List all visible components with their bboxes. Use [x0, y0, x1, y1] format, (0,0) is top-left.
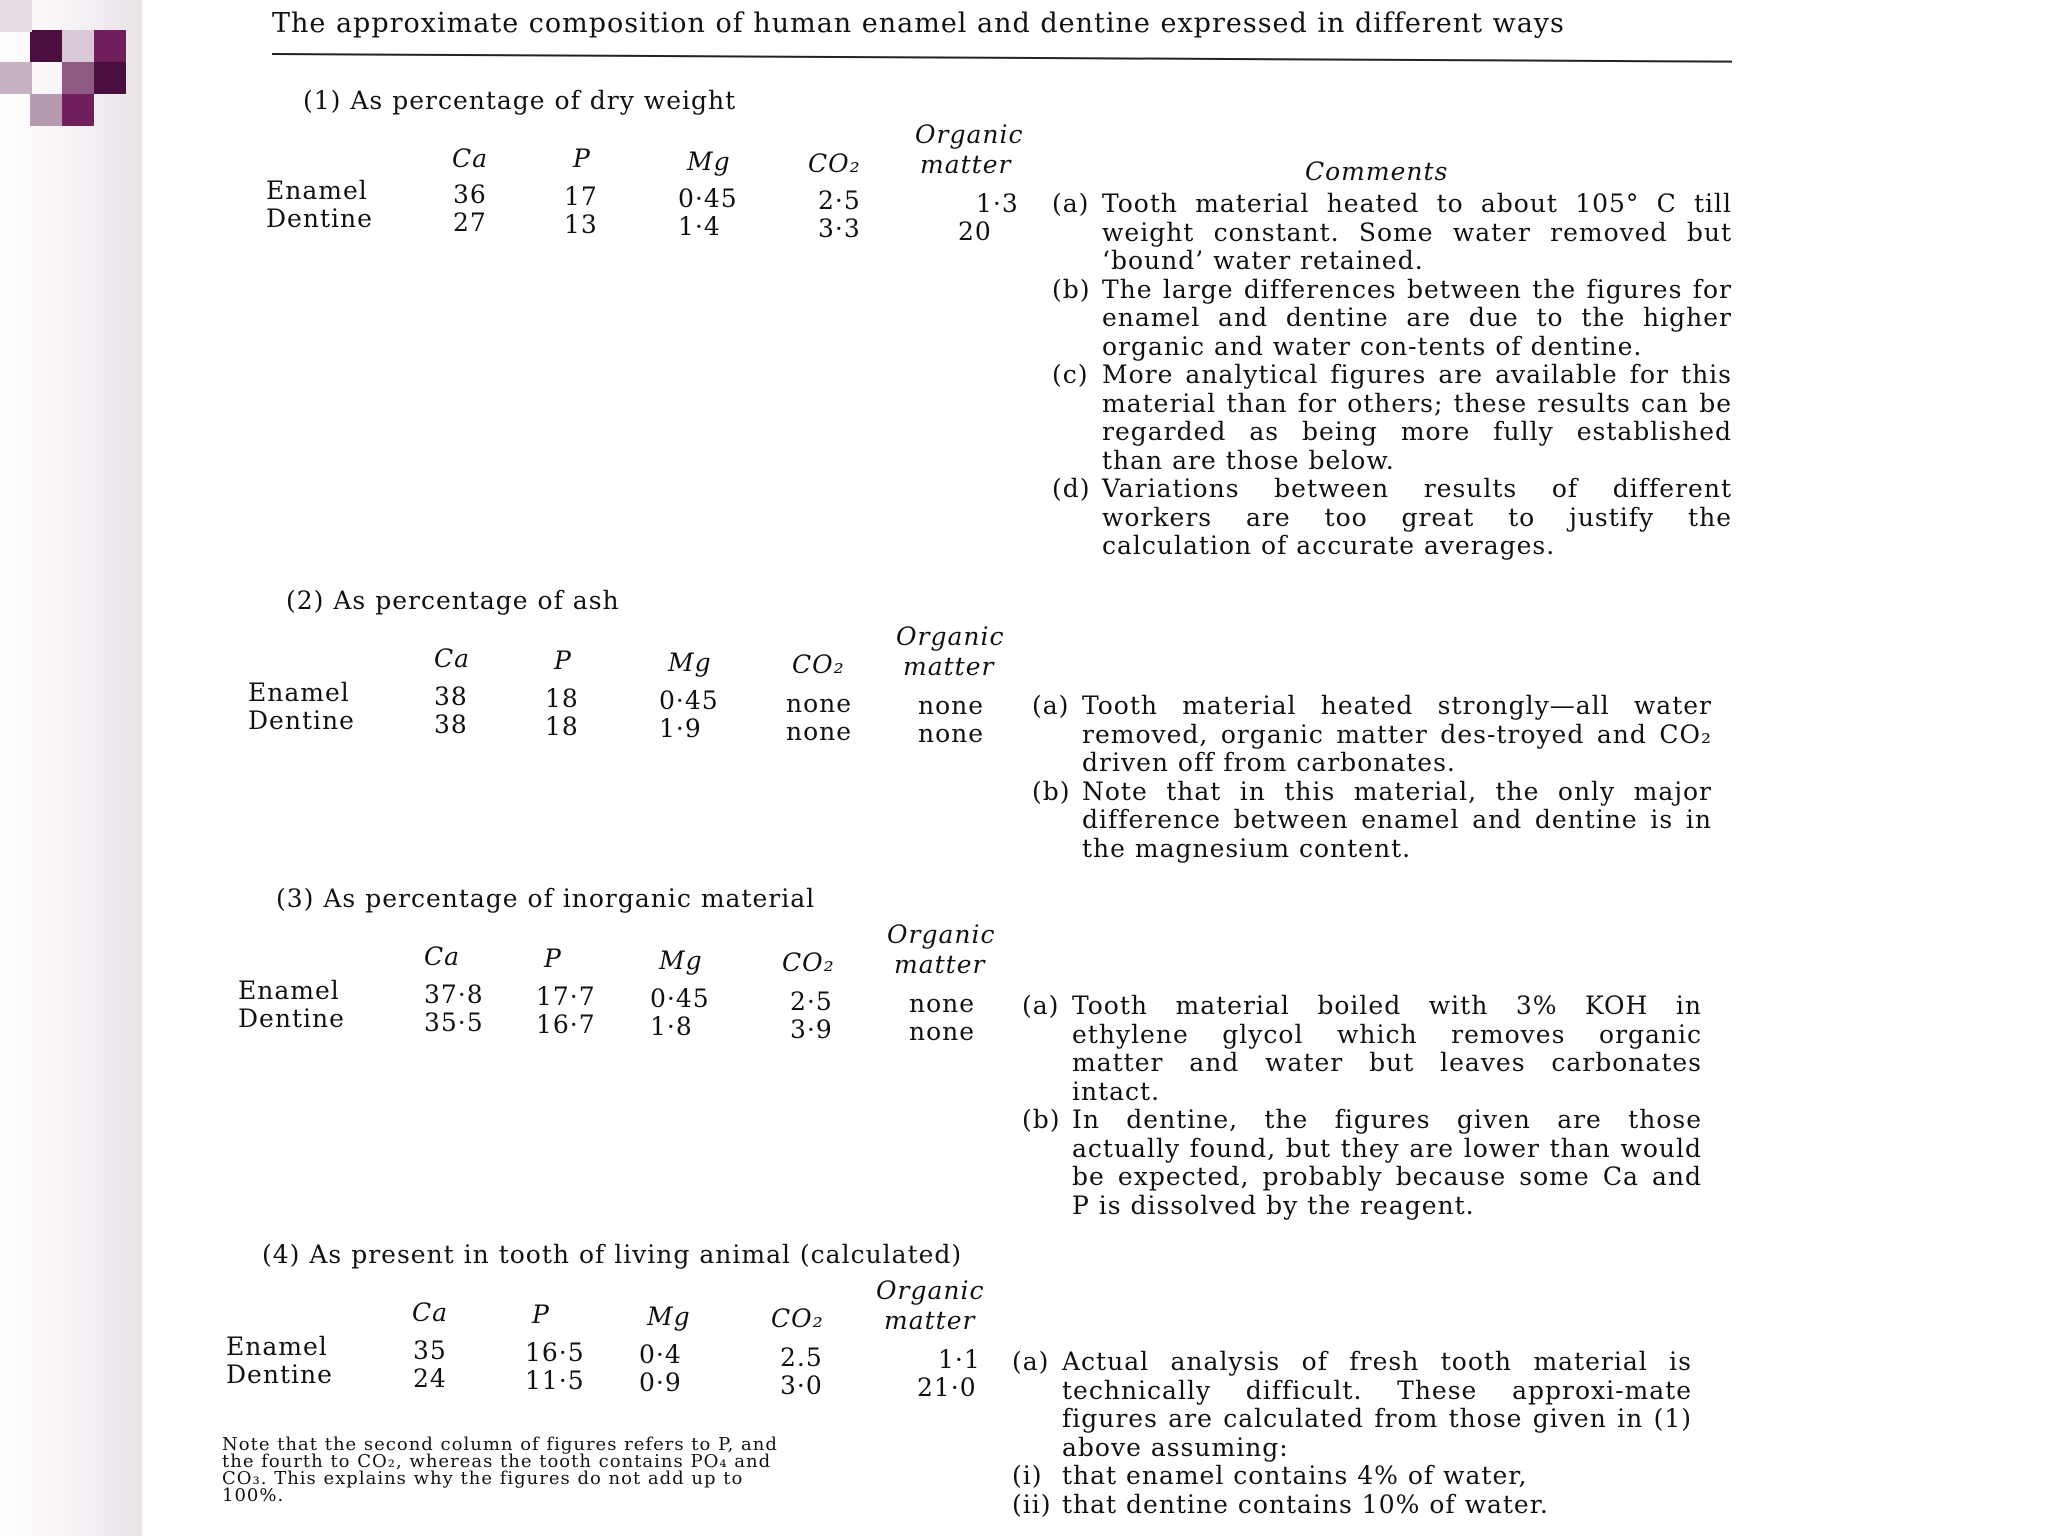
cell-p: 16·5: [525, 1338, 585, 1367]
comment-label: (d): [1052, 474, 1091, 503]
col-header-co2: CO₂: [782, 948, 835, 977]
comment-label: (b): [1032, 776, 1071, 806]
cell-co2: none: [786, 717, 853, 746]
subitem-text: that dentine contains 10% of water.: [1062, 1489, 1549, 1519]
col-header-matter: matter: [903, 652, 995, 681]
table-title: The approximate composition of human enamel and dentine expressed in different ways: [272, 8, 1565, 39]
col-header-organic: Organic: [887, 920, 996, 949]
cell-mg: 0·45: [659, 686, 719, 715]
row-label: Dentine: [226, 1360, 333, 1389]
section-title: (3) As percentage of inorganic material: [276, 884, 816, 913]
col-header-matter: matter: [920, 150, 1012, 179]
decor-square: [30, 30, 62, 62]
decor-square: [62, 62, 94, 94]
cell-mg: 0·9: [639, 1368, 682, 1397]
comment-label: (b): [1022, 1105, 1061, 1134]
cell-co2: 2·5: [818, 186, 861, 215]
cell-co2: 3·9: [790, 1015, 833, 1044]
cell-organic: 1·3: [976, 189, 1019, 218]
col-header-p: P: [544, 944, 562, 973]
section-title: (2) As percentage of ash: [286, 586, 620, 615]
row-label: Dentine: [248, 706, 355, 735]
cell-organic: 1·1: [938, 1345, 981, 1374]
row-label: Enamel: [248, 678, 350, 707]
comment-item: [1012, 1348, 1692, 1462]
cell-co2: 3·3: [818, 214, 861, 243]
comment-label: (a): [1022, 991, 1060, 1020]
comment-item: [1052, 475, 1732, 561]
comment-text: In dentine, the figures given are those actually found, but they are lower than would be expected, probably because some Ca and P is dissolved by the reagent.: [1072, 1105, 1702, 1220]
cell-p: 18: [545, 712, 579, 741]
subitem-label: (i): [1012, 1461, 1043, 1490]
comment-text: Tooth material heated strongly—all water removed, organic matter des-troyed and CO₂ driven off from carbonates.: [1082, 691, 1712, 777]
comment-text: Tooth material boiled with 3% KOH in ethylene glycol which removes organic matter and water but leaves carbonates intact.: [1072, 991, 1702, 1106]
decor-square: [0, 0, 32, 32]
cell-ca: 38: [434, 682, 468, 711]
comments-block: [1022, 992, 1702, 1220]
decor-gradient-band: [0, 0, 142, 1536]
comment-label: (c): [1052, 360, 1089, 389]
cell-organic: none: [909, 989, 976, 1018]
col-header-mg: Mg: [687, 147, 731, 176]
comment-subitem: [1012, 1491, 1692, 1520]
comments-block: [1032, 692, 1712, 863]
footnote: Note that the second column of figures refers to P, and the fourth to CO₂, whereas the tooth contains PO₄ and CO₃. This explains why the figures do not add up to 100%.: [222, 1434, 778, 1506]
col-header-organic: Organic: [915, 120, 1024, 149]
subitem-text: that enamel contains 4% of water,: [1062, 1461, 1528, 1490]
cell-co2: 2·5: [790, 987, 833, 1016]
decor-square: [62, 94, 94, 126]
col-header-ca: Ca: [434, 644, 471, 673]
decor-square: [0, 62, 32, 94]
col-header-matter: matter: [884, 1306, 976, 1335]
cell-mg: 0·45: [678, 184, 738, 213]
col-header-co2: CO₂: [792, 650, 845, 679]
col-header-ca: Ca: [412, 1298, 449, 1327]
col-header-p: P: [573, 144, 591, 173]
comment-text: Tooth material heated to about 105° C till weight constant. Some water removed but ‘bound’ water retained.: [1102, 189, 1732, 275]
cell-p: 13: [564, 210, 598, 239]
col-header-ca: Ca: [424, 942, 461, 971]
cell-p: 16·7: [536, 1010, 596, 1039]
col-header-mg: Mg: [647, 1302, 691, 1331]
cell-organic: 20: [958, 217, 992, 246]
comment-item: [1052, 190, 1732, 276]
col-header-p: P: [554, 646, 572, 675]
comment-text: Actual analysis of fresh tooth material is technically difficult. These approxi-mate figures are calculated from those given in (1) above assuming:: [1062, 1347, 1692, 1462]
cell-mg: 0·4: [639, 1340, 682, 1369]
col-header-mg: Mg: [668, 648, 712, 677]
comment-text: Variations between results of different workers are too great to justify the calculation of accurate averages.: [1102, 474, 1732, 560]
col-header-ca: Ca: [452, 144, 489, 173]
cell-ca: 24: [413, 1364, 447, 1393]
col-header-p: P: [532, 1300, 550, 1329]
comment-item: [1052, 276, 1732, 362]
section-title: (4) As present in tooth of living animal (calculated): [262, 1240, 963, 1269]
subitem-label: (ii): [1012, 1489, 1052, 1519]
comment-label: (a): [1052, 189, 1090, 218]
comments-block: [1052, 190, 1732, 561]
slide-decoration: [0, 0, 142, 1536]
comment-subitem: [1012, 1462, 1692, 1491]
cell-co2: 3·0: [780, 1371, 823, 1400]
cell-organic: 21·0: [917, 1373, 977, 1402]
cell-ca: 35: [413, 1336, 447, 1365]
decor-square: [62, 30, 94, 62]
cell-p: 18: [545, 684, 579, 713]
cell-mg: 1·4: [678, 212, 721, 241]
decor-square: [94, 62, 126, 94]
comments-block: [1012, 1348, 1692, 1519]
comment-label: (a): [1012, 1347, 1050, 1376]
comment-item: [1022, 1106, 1702, 1220]
cell-p: 17·7: [536, 982, 596, 1011]
col-header-mg: Mg: [659, 946, 703, 975]
col-header-organic: Organic: [876, 1276, 985, 1305]
cell-mg: 1·9: [659, 714, 702, 743]
section-title: (1) As percentage of dry weight: [303, 86, 737, 115]
col-header-co2: CO₂: [771, 1304, 824, 1333]
cell-ca: 35·5: [424, 1008, 484, 1037]
row-label: Enamel: [226, 1332, 328, 1361]
cell-ca: 38: [434, 710, 468, 739]
row-label: Dentine: [238, 1004, 345, 1033]
col-header-organic: Organic: [896, 622, 1005, 651]
decor-square: [30, 94, 62, 126]
cell-organic: none: [909, 1017, 976, 1046]
cell-ca: 36: [453, 180, 487, 209]
cell-mg: 0·45: [650, 984, 710, 1013]
comment-label: (a): [1032, 691, 1070, 720]
cell-p: 11·5: [525, 1366, 585, 1395]
row-label: Dentine: [266, 204, 373, 233]
comment-text: Note that in this material, the only major difference between enamel and dentine is in the magnesium content.: [1082, 776, 1712, 863]
row-label: Enamel: [266, 176, 368, 205]
cell-ca: 37·8: [424, 980, 484, 1009]
comment-text: More analytical figures are available for this material than for others; these results can be regarded as being more fully established than are those below.: [1102, 360, 1732, 475]
cell-ca: 27: [453, 208, 487, 237]
cell-organic: none: [918, 719, 985, 748]
comment-item: [1032, 692, 1712, 778]
cell-organic: none: [918, 691, 985, 720]
comment-text: The large differences between the figures for enamel and dentine are due to the higher organic and water con-tents of dentine.: [1102, 274, 1732, 361]
comment-label: (b): [1052, 274, 1091, 304]
comment-item: [1032, 778, 1712, 864]
cell-p: 17: [564, 182, 598, 211]
cell-co2: 2.5: [780, 1343, 823, 1372]
col-header-co2: CO₂: [808, 149, 861, 178]
cell-co2: none: [786, 689, 853, 718]
col-header-comments: Comments: [1305, 157, 1449, 186]
comment-item: [1022, 992, 1702, 1106]
col-header-matter: matter: [894, 950, 986, 979]
decor-square: [94, 30, 126, 62]
row-label: Enamel: [238, 976, 340, 1005]
comment-item: [1052, 361, 1732, 475]
cell-mg: 1·8: [650, 1012, 693, 1041]
